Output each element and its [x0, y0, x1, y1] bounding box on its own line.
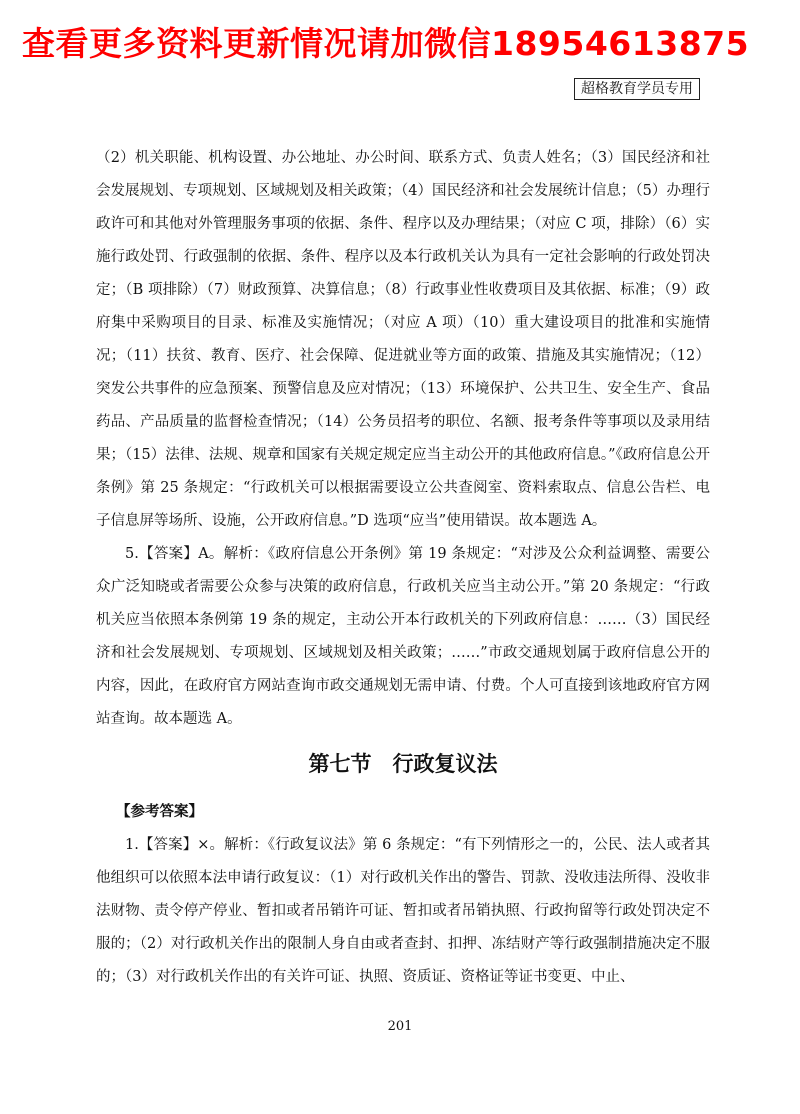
page-content [96, 142, 710, 994]
page-number: 201 [387, 1019, 413, 1034]
reference-answer-label: 【参考答案】 [116, 804, 203, 820]
paragraph-law-items: （2）机关职能、机构设置、办公地址、办公时间、联系方式、负责人姓名；（3）国民经济和社会发展规划、专项规划、区域规划及相关政策；（4）国民经济和社会发展统计信息；（5）办理行政许可和其他对外管理服务事项的依据、条件、程序以及办理结果；（对应 C 项，排除）（6）实施行政处罚、行政强制的依据、条件、程序以及本行政机关认为具有一定社会影响的行政处罚决定；（B 项排除）（7）财政预算、决算信息；（8）行政事业性收费项目及其依据、标准；（9）政府集中采购项目的目录、标准及实施情况；（对应 A 项）（10）重大建设项目的批准和实施情况；（11）扶贫、教育、医疗、社会保障、促进就业等方面的政策、措施及其实施情况；（12）突发公共事件的应急预案、预警信息及应对情况；（13）环境保护、公共卫生、安全生产、食品药品、产品质量的监督检查情况；（14）公务员招考的职位、名额、报考条件等事项以及录用结果；（15）法律、法规、规章和国家有关规定规定应当主动公开的其他政府信息。”《政府信息公开条例》第 25 条规定：“行政机关可以根据需要设立公共查阅室、资料索取点、信息公告栏、电子信息屏等场所、设施，公开政府信息。”D 选项“应当”使用错误。故本题选 A。 [96, 150, 710, 529]
contact-banner: 查看更多资料更新情况请加微信18954613875 [22, 24, 750, 63]
paragraph-answer-5: 5.【答案】A。解析：《政府信息公开条例》第 19 条规定：“对涉及公众利益调整、需要公众广泛知晓或者需要公众参与决策的政府信息，行政机关应当主动公开。”第 20 条规定：“行政机关应当依照本条例第 19 条的规定，主动公开本行政机关的下列政府信息：……（3）国民经济和社会发展规划、专项规划、区域规划及相关政策；……”市政交通规划属于政府信息公开的内容，因此，在政府官方网站查询市政交通规划无需申请、付费。个人可直接到该地政府官方网站查询。故本题选 A。 [96, 546, 710, 727]
section-title: 第七节 行政复议法 [308, 752, 498, 776]
paragraph-answer-1: 1.【答案】×。解析：《行政复议法》第 6 条规定：“有下列情形之一的，公民、法人或者其他组织可以依照本法申请行政复议：（1）对行政机关作出的警告、罚款、没收违法所得、没收非法财物、责令停产停业、暂扣或者吊销许可证、暂扣或者吊销执照、行政拘留等行政处罚决定不服的；（2）对行政机关作出的限制人身自由或者查封、扣押、冻结财产等行政强制措施决定不服的；（3）对行政机关作出的有关许可证、执照、资质证、资格证等证书变更、中止、 [96, 837, 710, 985]
student-only-stamp: 超格教育学员专用 [574, 78, 700, 100]
